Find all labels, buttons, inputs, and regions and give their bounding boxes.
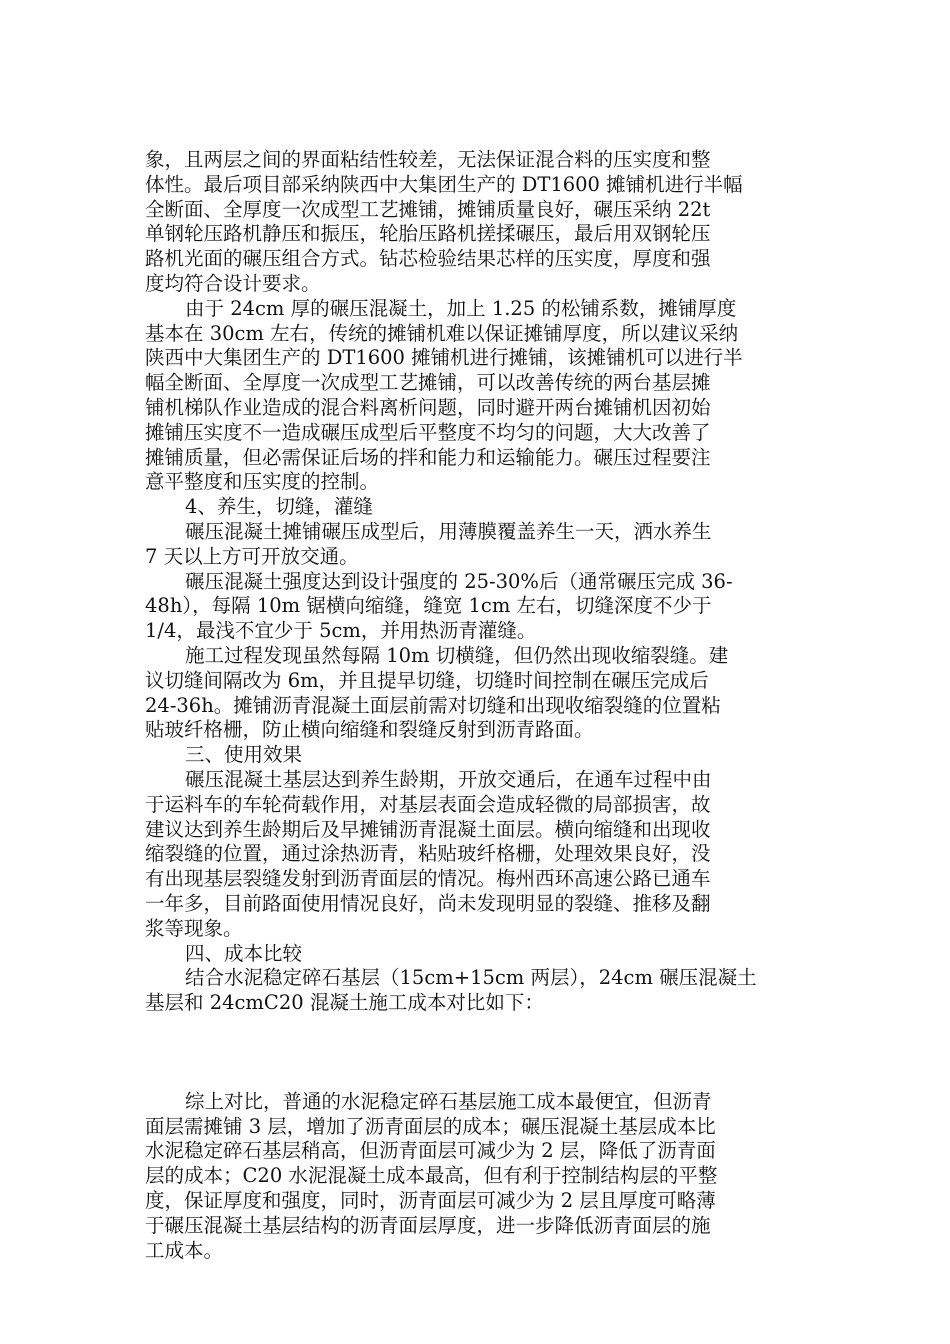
text-line: 一年多，目前路面使用情况良好，尚未发现明显的裂缝、推移及翻 (145, 891, 711, 915)
text-line: 碾压混凝土强度达到设计强度的 25-30%后（通常碾压完成 36- (185, 569, 733, 593)
text-line: 议切缝间隔改为 6m，并且提早切缝，切缝时间控制在碾压完成后 (145, 668, 709, 692)
text-line: 有出现基层裂缝发射到沥青面层的情况。梅州西环高速公路已通车 (145, 867, 711, 891)
document-body (145, 148, 795, 1263)
text-line: 碾压混凝土基层达到养生龄期，开放交通后，在通车过程中由 (185, 767, 712, 791)
text-line: 施工过程发现虽然每隔 10m 切横缝，但仍然出现收缩裂缝。建 (185, 643, 729, 667)
text-line: 度均符合设计要求。 (145, 271, 321, 295)
paragraph-cost-intro (145, 966, 795, 1016)
text-line: 浆等现象。 (145, 916, 243, 940)
text-line: 综上对比，普通的水泥稳定碎石基层施工成本最便宜，但沥青 (185, 1089, 712, 1113)
blank-space (145, 1016, 795, 1090)
section-heading-effect: 三、使用效果 (185, 743, 303, 767)
paragraph-mix-density (145, 148, 795, 297)
section-heading-cost: 四、成本比较 (185, 941, 303, 965)
text-line: 碾压混凝土摊铺碾压成型后，用薄膜覆盖养生一天，洒水养生 (185, 519, 712, 543)
text-line: 于运料车的车轮荷载作用，对基层表面会造成轻微的局部损害，故 (145, 792, 711, 816)
text-line: 由于 24cm 厚的碾压混凝土，加上 1.25 的松铺系数，摊铺厚度 (185, 296, 737, 320)
text-line: 于碾压混凝土基层结构的沥青面层厚度，进一步降低沥青面层的施 (145, 1213, 711, 1237)
text-line: 24-36h。摊铺沥青混凝土面层前需对切缝和出现收缩裂缝的位置粘 (145, 693, 721, 717)
text-line: 陕西中大集团生产的 DT1600 摊铺机进行摊铺，该摊铺机可以进行半 (145, 346, 743, 370)
text-line: 意平整度和压实度的控制。 (145, 470, 380, 494)
text-line: 贴玻纤格栅，防止横向缩缝和裂缝反射到沥青路面。 (145, 718, 594, 742)
text-line: 铺机梯队作业造成的混合料离析问题，同时避开两台摊铺机因初始 (145, 395, 711, 419)
text-line: 面层需摊铺 3 层，增加了沥青面层的成本；碾压混凝土基层成本比 (145, 1114, 716, 1138)
paragraph-joint-cutting (145, 570, 795, 644)
text-line: 7 天以上方可开放交通。 (145, 544, 359, 568)
text-line: 建议达到养生龄期后及早摊铺沥青混凝土面层。横向缩缝和出现收 (145, 817, 711, 841)
text-line: 度，保证厚度和强度，同时，沥青面层可减少为 2 层且厚度可略薄 (145, 1189, 716, 1213)
text-line: 单钢轮压路机静压和振压，轮胎压路机搓揉碾压，最后用双钢轮压 (145, 222, 711, 246)
paragraph-usage-effect (145, 768, 795, 942)
text-line: 1/4，最浅不宜少于 5cm，并用热沥青灌缝。 (145, 619, 537, 643)
text-line: 摊铺压实度不一造成碾压成型后平整度不均匀的问题，大大改善了 (145, 420, 711, 444)
paragraph-cost-summary (145, 1090, 795, 1264)
text-line: 48h），每隔 10m 锯横向缩缝，缝宽 1cm 左右，切缝深度不少于 (145, 594, 712, 618)
paragraph-crack-control (145, 644, 795, 743)
text-line: 路机光面的碾压组合方式。钻芯检验结果芯样的压实度，厚度和强 (145, 247, 711, 271)
section-heading-curing: 4、养生，切缝，灌缝 (185, 495, 373, 519)
paragraph-paver-recommendation (145, 297, 795, 495)
text-line: 基层和 24cmC20 混凝土施工成本对比如下： (145, 991, 544, 1015)
text-line: 基本在 30cm 左右，传统的摊铺机难以保证摊铺厚度，所以建议采纳 (145, 321, 739, 345)
text-line: 层的成本；C20 水泥混凝土成本最高，但有利于控制结构层的平整 (145, 1164, 718, 1188)
text-line: 工成本。 (145, 1238, 224, 1262)
text-line: 体性。最后项目部采纳陕西中大集团生产的 DT1600 摊铺机进行半幅 (145, 172, 743, 196)
text-line: 结合水泥稳定碎石基层（15cm+15cm 两层），24cm 碾压混凝土 (185, 966, 757, 990)
text-line: 全断面、全厚度一次成型工艺摊铺，摊铺质量良好，碾压采纳 22t (145, 197, 711, 221)
paragraph-curing (145, 520, 795, 570)
text-line: 缩裂缝的位置，通过涂热沥青，粘贴玻纤格栅，处理效果良好，没 (145, 842, 711, 866)
text-line: 摊铺质量，但必需保证后场的拌和能力和运输能力。碾压过程要注 (145, 445, 711, 469)
text-line: 象，且两层之间的界面粘结性较差，无法保证混合料的压实度和整 (145, 148, 711, 171)
text-line: 水泥稳定碎石基层稍高，但沥青面层可减少为 2 层，降低了沥青面 (145, 1139, 716, 1163)
text-line: 幅全断面、全厚度一次成型工艺摊铺，可以改善传统的两台基层摊 (145, 371, 711, 395)
